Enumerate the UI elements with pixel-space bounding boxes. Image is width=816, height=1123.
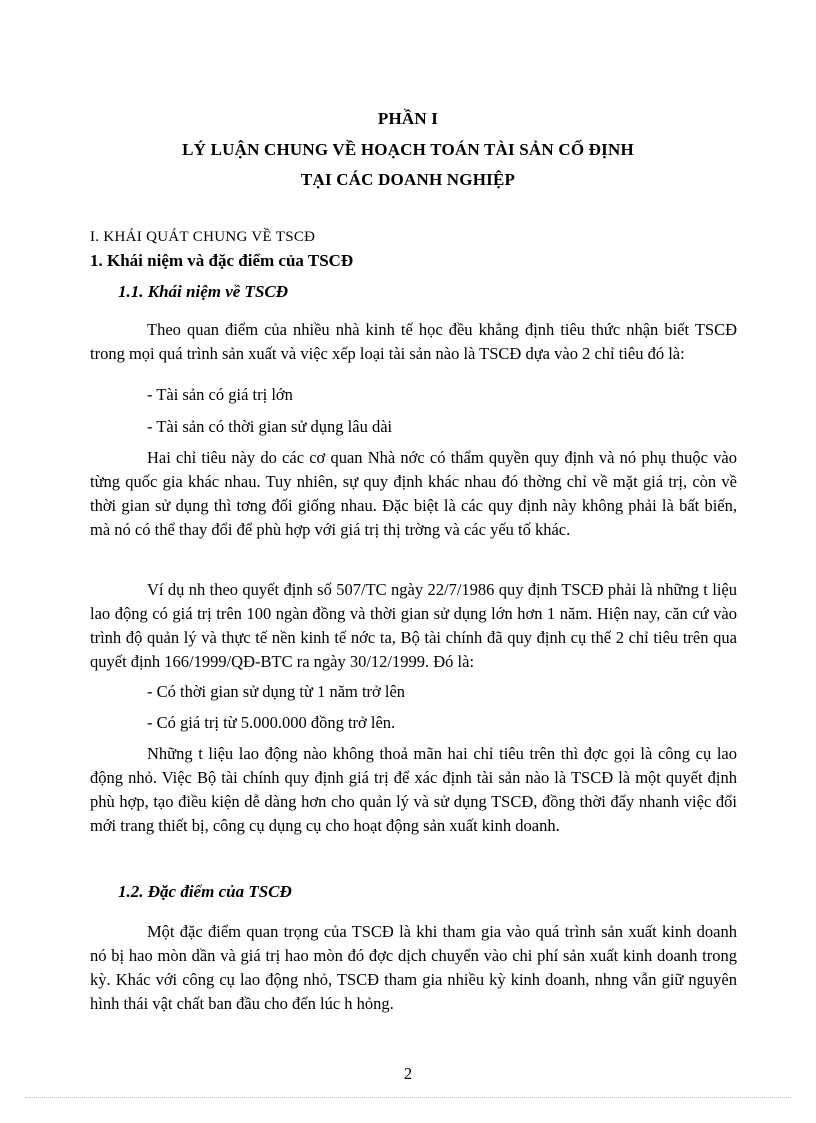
paragraph-characteristics: Một đặc điểm quan trọng của TSCĐ là khi tham gia vào quá trình sản xuất kinh doanh nó bị hao mòn dần và giá trị hao mòn đó đợc dịch chuyển vào chi phí sản xuất kinh doanh trong kỳ. Khác với công cụ lao động nhỏ, TSCĐ tham gia nhiều kỳ kinh doanh, nhng vẫn giữ nguyên hình thái vật chất ban đầu cho đến lúc h hỏng. [90, 921, 737, 1013]
paragraph-concept-intro: Theo quan điểm của nhiều nhà kinh tế học đều khẳng định tiêu thức nhận biết TSCĐ trong mọi quá trình sản xuất và việc xếp loại tài sản nào là TSCĐ dựa vào 2 chỉ tiêu đó là: [90, 319, 737, 363]
paragraph-small-tools: Những t liệu lao động nào không thoả mãn hai chỉ tiêu trên thì đợc gọi là công cụ lao động nhỏ. Việc Bộ tài chính quy định giá trị để xác định tài sản nào là TSCĐ là một quyết định phù hợp, tạo điều kiện dễ dàng hơn cho quản lý và sử dụng TSCĐ, đồng thời đẩy nhanh việc đổi mới trang thiết bị, công cụ dụng cụ cho hoạt động sản xuất kinh doanh. [90, 743, 737, 835]
paragraph-criteria-regulation: Hai chỉ tiêu này do các cơ quan Nhà nớc có thẩm quyền quy định và nó phụ thuộc vào từng quốc gia khác nhau. Tuy nhiên, sự quy định khác nhau đó thờng chỉ về mặt giá trị, còn về thời gian sử dụng thì tơng đối giống nhau. Đặc biệt là các quy định này không phải là bất biến, mà nó có thể thay đổi để phù hợp với giá trị thị trờng và các yếu tố khác. [90, 447, 737, 539]
part-label: PHẦN I [377, 109, 439, 128]
list-item-long-duration: - Tài sản có thời gian sử dụng lâu dài [147, 417, 393, 436]
part-title-line-1: LÝ LUẬN CHUNG VỀ HOẠCH TOÁN TÀI SẢN CỐ ĐỊNH [182, 140, 634, 159]
paragraph-example-decision: Ví dụ nh theo quyết định số 507/TC ngày 22/7/1986 quy định TSCĐ phải là những t liệu lao động có giá trị trên 100 ngàn đồng và thời gian sử dụng lớn hơn 1 năm. Hiện nay, căn cứ vào trình độ quản lý và thực tế nền kinh tế nớc ta, Bộ tài chính đã quy định cụ thể 2 chỉ tiêu trên qua quyết định 166/1999/QĐ-BTC ra ngày 30/12/1999. Đó là: [90, 579, 737, 671]
list-item-value-five-million: - Có giá trị từ 5.000.000 đồng trở lên. [147, 713, 396, 732]
list-item-duration-one-year: - Có thời gian sử dụng từ 1 năm trở lên [147, 682, 406, 701]
page-number: 2 [403, 1064, 413, 1083]
part-title-line-2: TẠI CÁC DOANH NGHIỆP [300, 170, 516, 189]
list-item-high-value: - Tài sản có giá trị lớn [147, 385, 293, 404]
subsection-heading-concept-and-characteristics: 1. Khái niệm và đặc điểm của TSCĐ [90, 251, 354, 270]
page-bottom-rule [25, 1097, 791, 1098]
subsection-heading-characteristics: 1.2. Đặc điểm của TSCĐ [118, 882, 292, 901]
subsection-heading-concept: 1.1. Khái niệm về TSCĐ [118, 282, 289, 301]
section-heading-general-overview: I. KHÁI QUÁT CHUNG VỀ TSCĐ [90, 229, 316, 245]
